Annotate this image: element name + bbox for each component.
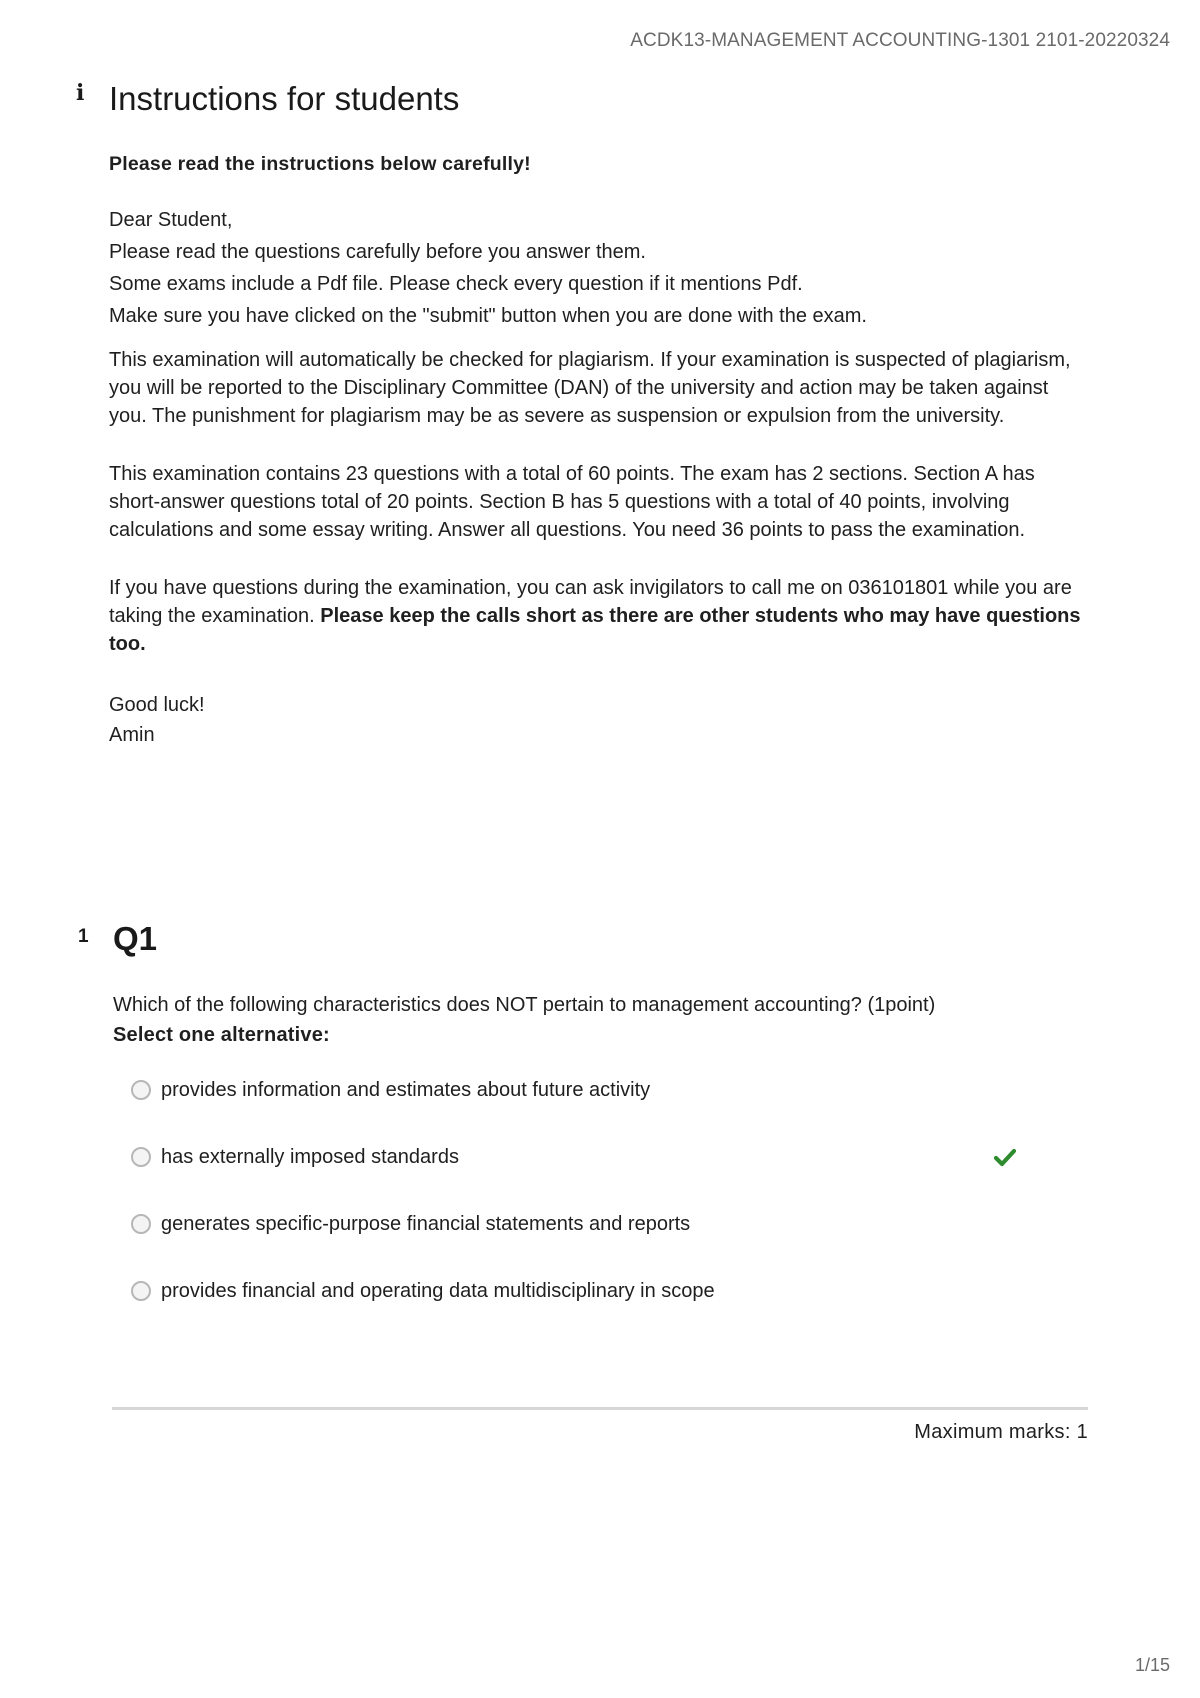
answer-option[interactable] (131, 1078, 1031, 1145)
radio-button[interactable] (131, 1080, 151, 1100)
question-text: Which of the following characteristics does NOT pertain to management accounting? (1point) (113, 994, 936, 1016)
question-number: 1 (78, 926, 89, 947)
option-label: generates specific-purpose financial statements and reports (161, 1213, 691, 1235)
question-instruction: Select one alternative: (113, 1024, 330, 1046)
question-title: Q1 (113, 920, 158, 957)
radio-button[interactable] (131, 1147, 151, 1167)
page-number: 1/15 (1134, 1655, 1170, 1675)
instructions-lead: Please read the instructions below carefully! (109, 153, 531, 175)
instruction-line: Make sure you have clicked on the "submit" button when you are done with the exam. (109, 305, 867, 327)
radio-button[interactable] (131, 1214, 151, 1234)
option-label: has externally imposed standards (161, 1146, 459, 1168)
radio-button[interactable] (131, 1281, 151, 1301)
max-marks: Maximum marks: 1 (914, 1421, 1088, 1443)
contact-note: Please keep the calls short as there are other students who may have questions too. (109, 605, 1081, 655)
greeting: Dear Student, (109, 209, 233, 231)
contact-text: If you have questions during the examination, you can ask invigilators to call me on 036101801 while you are taking the examination. (109, 577, 1072, 627)
option-label: provides financial and operating data multidisciplinary in scope (161, 1280, 715, 1302)
instruction-line: Please read the questions carefully before you answer them. (109, 241, 646, 263)
answer-options (131, 1078, 1031, 1346)
answer-option[interactable] (131, 1145, 1031, 1212)
exam-structure-paragraph: This examination contains 23 questions with a total of 60 points. The exam has 2 sections. Section A has short-answer questions total of 20 points. Section B has 5 questions with a total of 40 points, involving calculations and some essay writing. Answer all questions. You need 36 points to pass the examination. (109, 463, 1035, 541)
closing-text: Good luck! (109, 694, 205, 716)
checkmark-icon (993, 1145, 1017, 1169)
answer-option[interactable] (131, 1212, 1031, 1279)
instruction-line: Some exams include a Pdf file. Please check every question if it mentions Pdf. (109, 273, 803, 295)
signature: Amin (109, 724, 155, 746)
info-icon: i (76, 80, 85, 106)
option-label: provides information and estimates about future activity (161, 1079, 651, 1101)
document-header: ACDK13-MANAGEMENT ACCOUNTING-1301 2101-20220324 (630, 30, 1170, 51)
signoff (109, 690, 1089, 750)
divider (112, 1407, 1088, 1410)
instructions-body (109, 150, 1089, 750)
contact-paragraph (109, 574, 1089, 658)
plagiarism-paragraph: This examination will automatically be checked for plagiarism. If your examination is suspected of plagiarism, you will be reported to the Disciplinary Committee (DAN) of the university and action may be taken against you. The punishment for plagiarism may be as severe as suspension or expulsion from the university. (109, 349, 1071, 427)
question-body (113, 990, 1103, 1050)
answer-option[interactable] (131, 1279, 1031, 1346)
instructions-title: Instructions for students (109, 80, 460, 117)
